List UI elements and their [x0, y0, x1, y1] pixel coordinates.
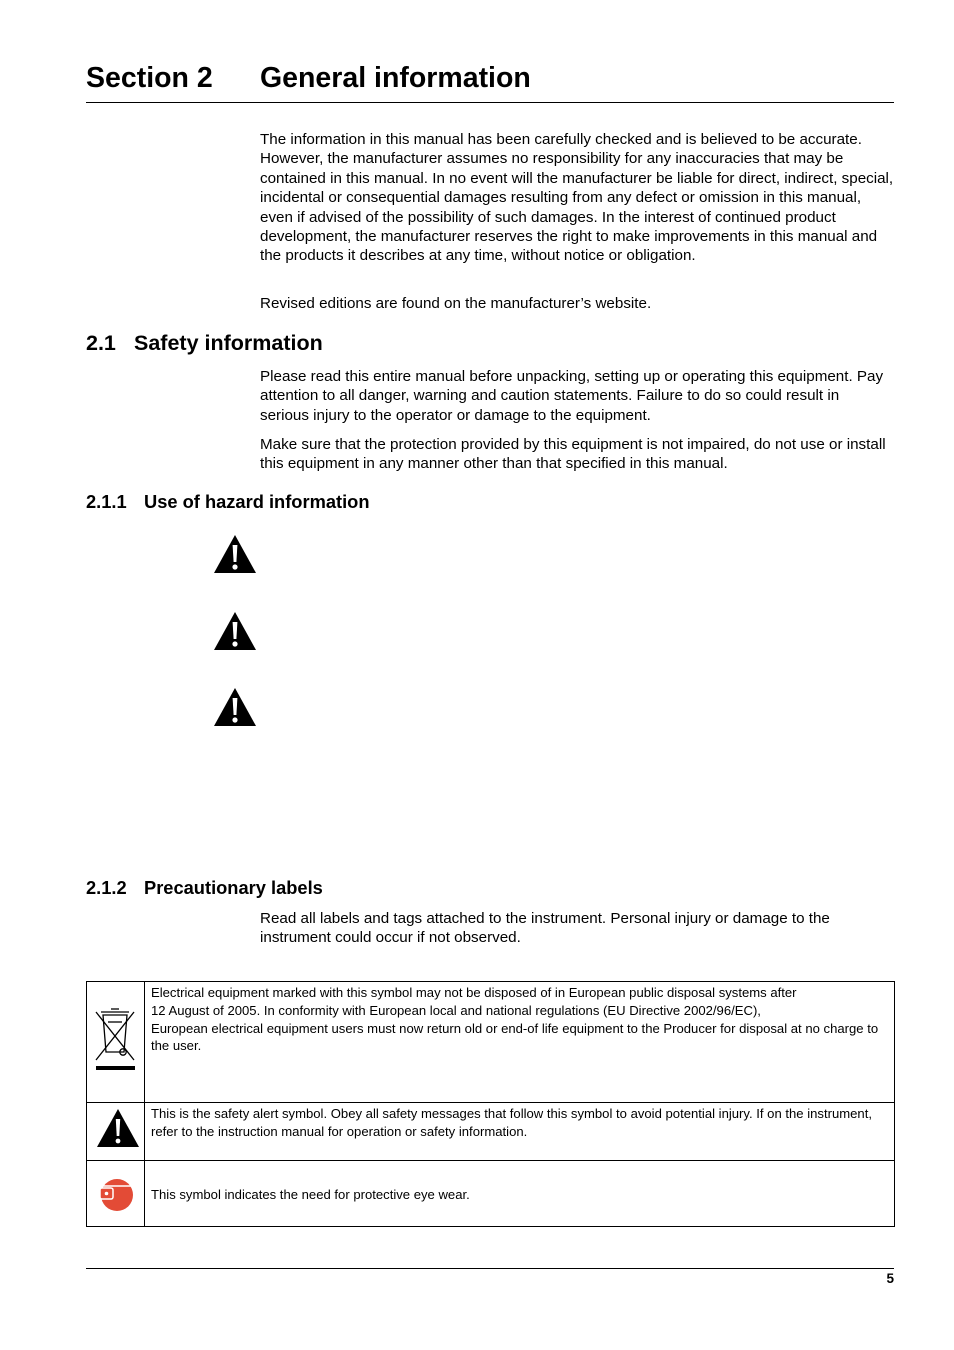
- description-line: Electrical equipment marked with this symbol may not be disposed of in European public disposal systems after: [151, 985, 797, 1000]
- safety-heading: [86, 330, 323, 356]
- warning-triangle-icon: [213, 534, 257, 574]
- page-number: 5: [886, 1271, 894, 1286]
- hazard-heading: [86, 491, 370, 513]
- title-divider: [86, 102, 894, 103]
- intro-paragraph-2: Revised editions are found on the manufacturer’s website.: [260, 295, 652, 312]
- symbol-description: This is the safety alert symbol. Obey all safety messages that follow this symbol to avoid potential injury. If on the instrument, refer to the instruction manual for operation or safety information.: [145, 1103, 895, 1161]
- hazard-heading-title: Use of hazard information: [144, 491, 370, 512]
- symbol-cell: [87, 1103, 145, 1161]
- table-row: [87, 1161, 895, 1227]
- section-number: Section 2: [86, 62, 213, 94]
- table-row: [87, 982, 895, 1103]
- section-name: General information: [260, 62, 531, 94]
- symbol-description: [145, 982, 895, 1103]
- section-title: [86, 60, 531, 96]
- description-line: European electrical equipment users must now return old or end-of life equipment to the Producer for disposal at no charge to the user.: [151, 1020, 879, 1054]
- symbol-description: This symbol indicates the need for protective eye wear.: [145, 1161, 895, 1227]
- symbol-cell: [87, 982, 145, 1103]
- safety-paragraph-2: Make sure that the protection provided by this equipment is not impaired, do not use or install this equipment in any manner other than that specified in this manual.: [260, 436, 886, 473]
- safety-heading-number: 2.1: [86, 331, 116, 355]
- description-line: 12 August of 2005. In conformity with European local and national regulations (EU Directive 2002/96/EC),: [151, 1002, 761, 1018]
- safety-paragraph-1: Please read this entire manual before unpacking, setting up or operating this equipment. Pay attention to all danger, warning and caution statements. Failure to do so could result in serious injury to the operator or damage to the equipment.: [260, 368, 884, 424]
- safety-heading-title: Safety information: [134, 331, 323, 355]
- crossed-out-wheelie-bin-icon: [87, 982, 144, 1097]
- warning-triangle-icon: [213, 611, 257, 651]
- footer-divider: [86, 1268, 894, 1269]
- warning-triangle-icon: [213, 687, 257, 727]
- symbol-cell: [87, 1161, 145, 1227]
- protective-eyewear-icon: [87, 1161, 144, 1221]
- table-row: [87, 1103, 895, 1161]
- precautionary-heading: [86, 877, 323, 899]
- labels-table: [86, 981, 895, 1227]
- safety-alert-icon: [87, 1103, 144, 1155]
- precautionary-paragraph: Read all labels and tags attached to the instrument. Personal injury or damage to the instrument could occur if not observed.: [260, 910, 830, 947]
- precautionary-heading-title: Precautionary labels: [144, 877, 323, 898]
- precautionary-heading-number: 2.1.2: [86, 877, 127, 898]
- hazard-heading-number: 2.1.1: [86, 491, 127, 512]
- intro-paragraph-1: The information in this manual has been carefully checked and is believed to be accurate. However, the manufacturer assumes no responsibility for any inaccuracies that may be contained in this manual. In no event will the manufacturer be liable for direct, indirect, special, incidental or consequential damages resulting from any defect or omission in this manual, even if advised of the possibility of such damages. In the interest of continued product development, the manufacturer reserves the right to make improvements in this manual and the products it describes at any time, without notice or obligation.: [260, 131, 894, 265]
